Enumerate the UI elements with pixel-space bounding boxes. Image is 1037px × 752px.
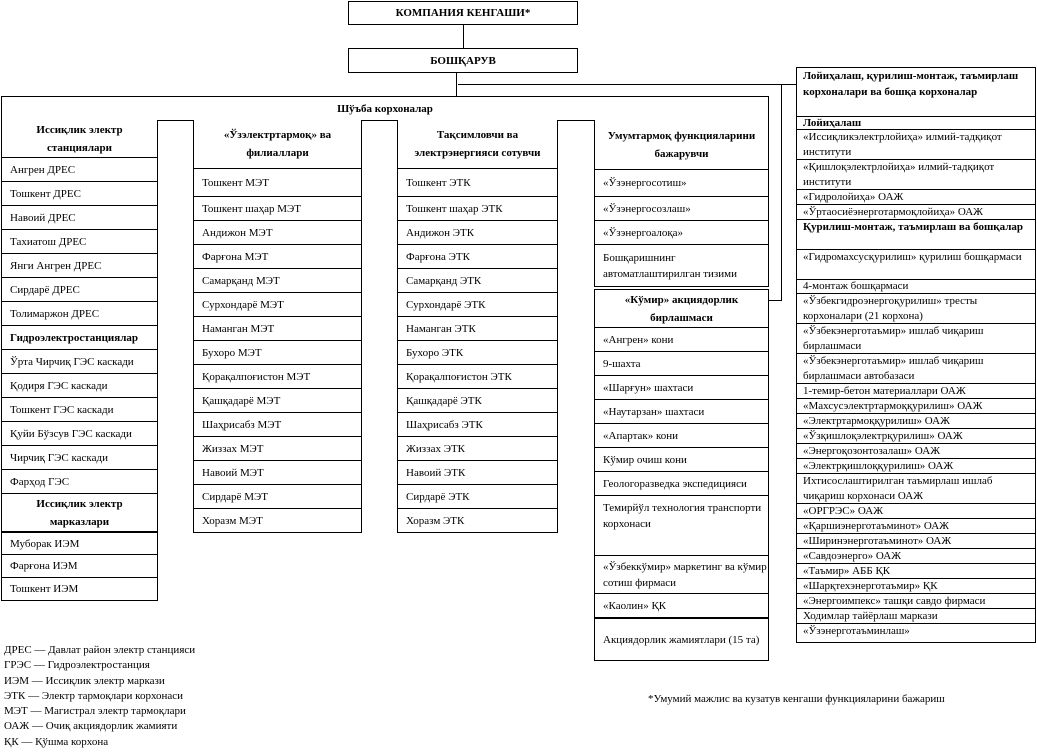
list-item-label: Сирдарё МЭТ xyxy=(202,490,268,503)
list-item-label: Тошкент ЭТК xyxy=(406,176,471,189)
connector-line xyxy=(463,24,464,49)
list-item xyxy=(2,301,157,325)
footnote: *Умумий мажлис ва кузатув кенгаши функцияларини бажариш xyxy=(648,693,945,705)
list-item-label: «Шарқтехэнерготаъмир» ҚК xyxy=(803,580,938,592)
list-item xyxy=(595,375,768,399)
list-item-label: «Гидромахсусқурилиш» қурилиш бошқармаси xyxy=(803,251,1022,263)
list-item-label: Чирчиқ ГЭС каскади xyxy=(10,451,108,464)
list-item xyxy=(194,292,361,316)
list-item xyxy=(797,249,1035,279)
list-item-label: Самарқанд МЭТ xyxy=(202,274,280,287)
trunk-header xyxy=(194,120,361,168)
list-item-label: Қорақалпоғистон ЭТК xyxy=(406,370,512,383)
list-item xyxy=(595,351,768,375)
list-item-label: Сурхондарё ЭТК xyxy=(406,298,486,311)
list-item xyxy=(194,436,361,460)
list-item xyxy=(595,327,768,351)
list-item xyxy=(2,157,157,181)
list-item-label: «Энергоимпекс» ташқи савдо фирмаси xyxy=(803,595,986,607)
list-item xyxy=(595,196,768,220)
connector-line xyxy=(781,84,782,301)
abbreviation-legend xyxy=(4,643,195,750)
distribution-header-label: Тақсимловчи ва электрэнергияси сотувчи xyxy=(414,129,541,159)
list-item-label: Тошкент шаҳар ЭТК xyxy=(406,202,503,215)
list-item-label: Фарғона ИЭМ xyxy=(10,560,78,572)
list-item-label: Хоразм МЭТ xyxy=(202,514,263,527)
list-item xyxy=(797,398,1035,413)
list-item-label: Навоий ДРЕС xyxy=(10,211,76,224)
design-header-label: Лойиҳалаш xyxy=(803,117,862,129)
list-item-label: Тошкент шаҳар МЭТ xyxy=(202,202,302,215)
list-item xyxy=(398,484,557,508)
list-item xyxy=(595,169,768,196)
company-council-box xyxy=(348,1,578,25)
list-item-label: «Қишлоқэлектрлойиҳа» илмий-тадқиқот институти xyxy=(803,161,995,188)
list-item-label: «Ангрен» кони xyxy=(603,333,674,346)
list-item-label: Темирйўл технология транспорти корхонаси xyxy=(603,502,762,530)
list-item xyxy=(797,413,1035,428)
distribution-header xyxy=(398,120,557,168)
list-item-label: Жиззах ЭТК xyxy=(406,442,466,455)
list-item-label: «Ширинэнерготаъминот» ОАЖ xyxy=(803,535,952,547)
list-item-label: Тошкент ДРЕС xyxy=(10,187,81,200)
list-item xyxy=(194,412,361,436)
thermal-column xyxy=(1,120,158,601)
list-item-label: «Электртармоққурилиш» ОАЖ xyxy=(803,415,950,427)
list-item-label: Геологоразведка экспедицияси xyxy=(603,477,747,490)
list-item xyxy=(194,268,361,292)
coal-association-box xyxy=(594,289,769,661)
list-item-label: «Ўзэнерготаъминлаш» xyxy=(803,625,910,637)
list-item-label: Ўрта Чирчиқ ГЭС каскади xyxy=(10,355,134,368)
list-item-label: Тошкент МЭТ xyxy=(202,176,270,189)
list-item xyxy=(797,204,1035,219)
hydro-header xyxy=(2,325,157,349)
list-item-label: Қорақалпоғистон МЭТ xyxy=(202,370,311,383)
list-item-label: 1-темир-бетон материаллари ОАЖ xyxy=(803,385,966,397)
list-item xyxy=(2,531,157,554)
legend-item: ДРЕС — Давлат район электр станцияси xyxy=(4,644,196,656)
list-item xyxy=(194,388,361,412)
list-item xyxy=(398,412,557,436)
list-item xyxy=(797,323,1035,353)
list-item-label: Ходимлар тайёрлаш маркази xyxy=(803,610,938,622)
list-item xyxy=(194,220,361,244)
list-item-label: Ихтисослаштирилган таъмирлаш ишлаб чиқариш корхонаси ОАЖ xyxy=(803,475,993,502)
list-item-label: Кўмир очиш кони xyxy=(603,453,687,466)
list-item xyxy=(2,397,157,421)
list-item-label: «Шарғун» шахтаси xyxy=(603,381,694,394)
list-item xyxy=(797,189,1035,204)
list-item-label: Фарҳод ГЭС xyxy=(10,475,70,488)
list-item xyxy=(2,253,157,277)
list-item-label: Шаҳрисабз МЭТ xyxy=(202,418,282,431)
company-council-label: КОМПАНИЯ КЕНГАШИ* xyxy=(395,7,531,19)
list-item-label: Наманган МЭТ xyxy=(202,322,275,335)
list-item-label: «Апартак» кони xyxy=(603,429,679,442)
list-item-label: «Ўзқишлоқэлектрқурилиш» ОАЖ xyxy=(803,430,963,442)
list-item xyxy=(797,293,1035,323)
list-item xyxy=(398,460,557,484)
list-item-label: Сирдарё ЭТК xyxy=(406,490,470,503)
list-item-label: «Каолин» ҚК xyxy=(603,599,667,612)
list-item-label: «Наутарзан» шахтаси xyxy=(603,405,705,418)
legend-item: ИЭМ — Иссиқлик электр маркази xyxy=(4,674,165,687)
chp-header-label: Иссиқлик электр марказлари xyxy=(36,497,123,528)
list-item xyxy=(398,196,557,220)
list-item xyxy=(2,445,157,469)
list-item xyxy=(797,503,1035,518)
list-item xyxy=(398,364,557,388)
legend-item: ҚК — Қўшма корхона xyxy=(4,735,109,748)
list-item xyxy=(797,563,1035,578)
list-item xyxy=(797,608,1035,623)
list-item-label: Самарқанд ЭТК xyxy=(406,274,482,287)
list-item xyxy=(595,447,768,471)
list-item-label: «Ўзбекэнерготаъмир» ишлаб чиқариш бирлашмаси xyxy=(803,325,984,352)
trunk-network-column xyxy=(193,120,362,533)
design-header xyxy=(797,116,1035,129)
list-item-label: Тошкент ИЭМ xyxy=(10,583,79,595)
list-item-label: «Ўзбекгидроэнергоқурилиш» тресты корхоналари (21 корхона) xyxy=(803,295,978,322)
list-item xyxy=(398,316,557,340)
thermal-header-label: Иссиқлик электр станциялари xyxy=(36,123,123,154)
list-item xyxy=(398,292,557,316)
list-item xyxy=(797,578,1035,593)
list-item-label: Муборак ИЭМ xyxy=(10,537,80,550)
list-item xyxy=(194,168,361,196)
list-item xyxy=(2,421,157,445)
list-item-label: «Ўзэнергосотиш» xyxy=(603,177,687,189)
list-item xyxy=(595,471,768,495)
list-item-label: «Энергоқозонтозалаш» ОАЖ xyxy=(803,445,941,457)
list-item-label: «Гидролойиҳа» ОАЖ xyxy=(803,191,904,203)
connector-line xyxy=(458,84,796,85)
list-item xyxy=(194,460,361,484)
list-item xyxy=(797,443,1035,458)
list-item xyxy=(797,623,1035,642)
list-item-label: «Ўртаосиёэнерготармоқлойиҳа» ОАЖ xyxy=(803,206,984,218)
general-header-label: Умумтармоқ функцияларини бажарувчи xyxy=(607,129,756,160)
list-item xyxy=(595,220,768,244)
list-item-label: 4-монтаж бошқармаси xyxy=(803,280,909,292)
construction-header xyxy=(797,219,1035,249)
list-item-label: «Иссиқликэлектрлойиҳа» илмий-тадқиқот институти xyxy=(803,131,1002,158)
legend-item: МЭТ — Магистрал электр тармоқлари xyxy=(4,705,186,718)
list-item xyxy=(595,495,768,555)
list-item xyxy=(398,168,557,196)
list-item-label: Андижон МЭТ xyxy=(202,226,273,239)
subsidiaries-header xyxy=(1,96,769,121)
list-item-label: Бухоро ЭТК xyxy=(406,346,464,359)
list-item-label: Андижон ЭТК xyxy=(406,226,475,239)
list-item xyxy=(2,554,157,577)
list-item xyxy=(398,436,557,460)
list-item xyxy=(194,484,361,508)
list-item-label: Қашқадарё МЭТ xyxy=(202,394,281,407)
list-item-label: Фарғона ЭТК xyxy=(406,250,470,263)
list-item-label: «Ўзбекэнерготаъмир» ишлаб чиқариш бирлашмаси автобазаси xyxy=(803,355,984,382)
list-item xyxy=(2,205,157,229)
list-item-label: «Савдоэнерго» ОАЖ xyxy=(803,550,902,562)
list-item-label: Жиззах МЭТ xyxy=(202,442,264,455)
list-item xyxy=(595,399,768,423)
list-item xyxy=(797,548,1035,563)
list-item xyxy=(595,617,768,660)
list-item xyxy=(797,473,1035,503)
list-item-label: Шаҳрисабз ЭТК xyxy=(406,418,483,431)
list-item-label: «Ўзбеккўмир» маркетинг ва кўмир сотиш фирмаси xyxy=(603,560,767,589)
list-item-label: Хоразм ЭТК xyxy=(406,514,465,527)
list-item xyxy=(398,244,557,268)
list-item xyxy=(595,244,768,286)
list-item-label: Янги Ангрен ДРЕС xyxy=(10,259,102,272)
list-item xyxy=(398,388,557,412)
list-item xyxy=(2,229,157,253)
list-item-label: «Ўзэнергоалоқа» xyxy=(603,226,684,239)
list-item-label: Акциядорлик жамиятлари (15 та) xyxy=(603,633,760,646)
list-item xyxy=(2,277,157,301)
legend-item: ГРЭС — Гидроэлектростанция xyxy=(4,659,150,672)
board-label: БОШҚАРУВ xyxy=(430,54,496,67)
list-item-label: Фарғона МЭТ xyxy=(202,250,269,263)
list-item xyxy=(595,593,768,617)
thermal-header xyxy=(2,120,157,157)
connector-line xyxy=(768,300,782,301)
list-item-label: Қодиря ГЭС каскади xyxy=(10,379,108,392)
list-item-label: Тахиатош ДРЕС xyxy=(10,235,87,248)
general-header xyxy=(595,120,768,169)
list-item-label: Навоий ЭТК xyxy=(406,466,466,479)
list-item-label: Навоий МЭТ xyxy=(202,466,264,479)
board-box xyxy=(348,48,578,73)
list-item xyxy=(797,353,1035,383)
list-item xyxy=(194,508,361,532)
list-item-label: «Махсусэлектртармоққурилиш» ОАЖ xyxy=(803,400,983,412)
list-item xyxy=(194,316,361,340)
list-item xyxy=(797,383,1035,398)
list-item-label: Бошқаришнинг автоматлаштирилган тизими xyxy=(603,251,737,280)
trunk-header-label: «Ўзэлектртармоқ» ва филиаллари xyxy=(223,129,332,159)
connector-line xyxy=(456,72,457,97)
list-item-label: «ОРГРЭС» ОАЖ xyxy=(803,505,884,517)
list-item-label: Толимаржон ДРЕС xyxy=(10,307,100,320)
other-header xyxy=(797,68,1035,116)
list-item xyxy=(797,428,1035,443)
list-item-label: Сурхондарё МЭТ xyxy=(202,298,284,311)
list-item xyxy=(398,340,557,364)
list-item xyxy=(398,220,557,244)
list-item-label: Қуйи Бўзсув ГЭС каскади xyxy=(10,427,132,440)
list-item xyxy=(797,159,1035,189)
list-item-label: Наманган ЭТК xyxy=(406,322,476,335)
list-item xyxy=(2,181,157,205)
other-enterprises-box xyxy=(796,67,1036,643)
subsidiaries-title: Шўъба корхоналар xyxy=(337,102,433,115)
list-item xyxy=(2,577,157,600)
list-item xyxy=(2,349,157,373)
list-item xyxy=(194,244,361,268)
list-item xyxy=(595,555,768,593)
list-item xyxy=(797,593,1035,608)
general-functions-column xyxy=(594,120,769,287)
list-item xyxy=(2,469,157,493)
list-item xyxy=(797,533,1035,548)
list-item xyxy=(797,129,1035,159)
list-item xyxy=(2,373,157,397)
list-item-label: Қашқадарё ЭТК xyxy=(406,394,482,407)
list-item xyxy=(797,458,1035,473)
construction-header-label: Қурилиш-монтаж, таъмирлаш ва бошқалар xyxy=(803,221,1023,233)
list-item xyxy=(797,279,1035,293)
list-item-label: Тошкент ГЭС каскади xyxy=(10,403,114,416)
list-item-label: «Ўзэнергосозлаш» xyxy=(603,202,691,215)
list-item xyxy=(398,508,557,532)
list-item-label: «Таъмир» АББ ҚК xyxy=(803,565,891,577)
list-item-label: Бухоро МЭТ xyxy=(202,346,262,359)
other-header-label: Лойиҳалаш, қурилиш-монтаж, таъмирлаш корхоналари ва бошқа корхоналар xyxy=(803,70,1019,98)
chp-header xyxy=(2,493,157,531)
distribution-column xyxy=(397,120,558,533)
list-item xyxy=(194,364,361,388)
list-item-label: Ангрен ДРЕС xyxy=(10,163,76,176)
list-item xyxy=(595,423,768,447)
list-item xyxy=(398,268,557,292)
list-item-label: 9-шахта xyxy=(603,357,641,370)
coal-header xyxy=(595,290,768,327)
list-item-label: «Қаршиэнерготаъминот» ОАЖ xyxy=(803,520,950,532)
list-item-label: Сирдарё ДРЕС xyxy=(10,283,80,296)
list-item xyxy=(194,196,361,220)
legend-item: ЭТК — Электр тармоқлари корхонаси xyxy=(4,689,184,702)
list-item-label: «Электрқишлоққурилиш» ОАЖ xyxy=(803,460,954,472)
coal-header-label: «Кўмир» акциядорлик бирлашмаси xyxy=(624,293,739,324)
legend-item: ОАЖ — Очиқ акциядорлик жамияти xyxy=(4,720,178,733)
list-item xyxy=(194,340,361,364)
hydro-header-label: Гидроэлектростанциялар xyxy=(10,331,139,344)
list-item xyxy=(797,518,1035,533)
